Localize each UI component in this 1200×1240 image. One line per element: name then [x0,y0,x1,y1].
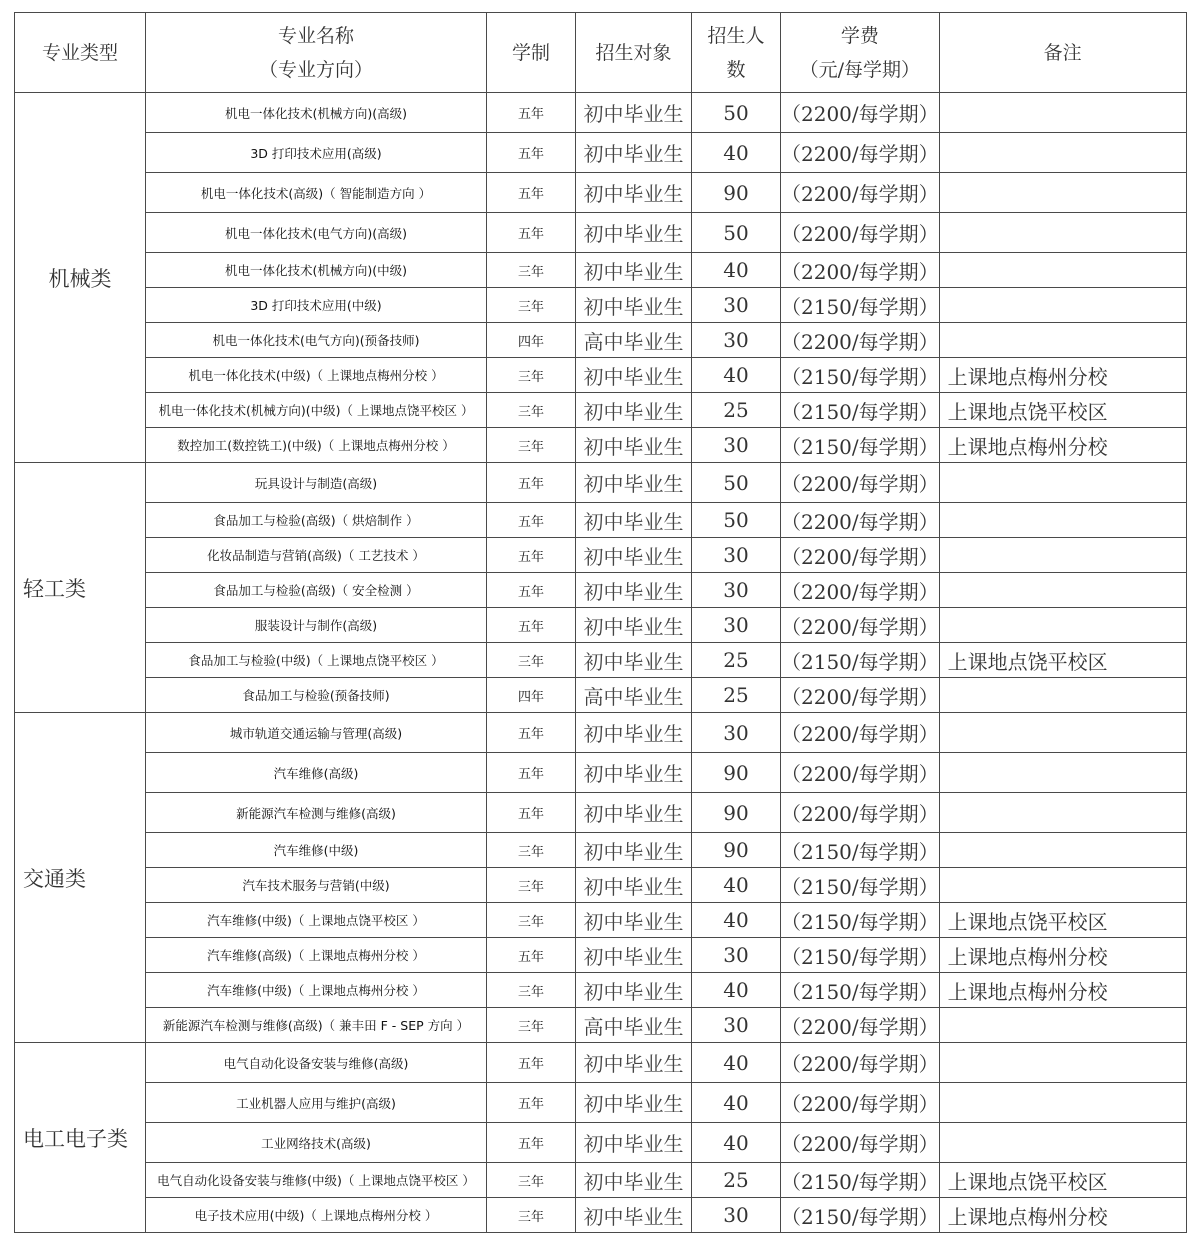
target-cell: 初中毕业生 [576,1083,692,1123]
target-cell: 初中毕业生 [576,573,692,608]
note-cell [939,1008,1186,1043]
header-type: 专业类型 [15,13,146,93]
duration-cell: 三年 [487,358,576,393]
duration-cell: 五年 [487,173,576,213]
major-name-cell: 汽车维修(高级)（ 上课地点梅州分校 ） [146,938,487,973]
target-cell: 初中毕业生 [576,288,692,323]
table-row [15,93,1187,133]
table-row [15,833,1187,868]
table-row [15,253,1187,288]
duration-cell: 三年 [487,253,576,288]
major-name-cell: 电气自动化设备安装与维修(中级)（ 上课地点饶平校区 ） [146,1163,487,1198]
target-cell: 初中毕业生 [576,428,692,463]
duration-cell: 五年 [487,938,576,973]
note-cell [939,253,1186,288]
major-name-cell: 机电一体化技术(中级)（ 上课地点梅州分校 ） [146,358,487,393]
note-cell [939,538,1186,573]
table-row [15,1123,1187,1163]
duration-cell: 三年 [487,1198,576,1233]
fee-cell: （2200/每学期） [781,573,940,608]
major-name-cell: 机电一体化技术(电气方向)(预备技师) [146,323,487,358]
target-cell: 初中毕业生 [576,358,692,393]
quota-cell: 40 [692,1043,781,1083]
quota-cell: 30 [692,428,781,463]
table-row [15,358,1187,393]
target-cell: 初中毕业生 [576,1163,692,1198]
duration-cell: 五年 [487,93,576,133]
note-cell: 上课地点饶平校区 [939,393,1186,428]
note-cell: 上课地点梅州分校 [939,428,1186,463]
table-row [15,133,1187,173]
note-cell: 上课地点梅州分校 [939,973,1186,1008]
quota-cell: 90 [692,753,781,793]
table-row [15,793,1187,833]
header-duration: 学制 [487,13,576,93]
note-cell [939,678,1186,713]
fee-cell: （2200/每学期） [781,253,940,288]
table-row [15,503,1187,538]
quota-cell: 30 [692,1198,781,1233]
note-cell [939,323,1186,358]
note-cell [939,608,1186,643]
major-name-cell: 3D 打印技术应用(中级) [146,288,487,323]
fee-cell: （2200/每学期） [781,1043,940,1083]
target-cell: 初中毕业生 [576,643,692,678]
table-row [15,608,1187,643]
duration-cell: 四年 [487,678,576,713]
fee-cell: （2150/每学期） [781,1198,940,1233]
duration-cell: 五年 [487,538,576,573]
duration-cell: 五年 [487,213,576,253]
table-row [15,213,1187,253]
major-name-cell: 3D 打印技术应用(高级) [146,133,487,173]
category-cell [15,93,146,463]
major-name-cell: 玩具设计与制造(高级) [146,463,487,503]
category-cell [15,463,146,713]
fee-cell: （2150/每学期） [781,973,940,1008]
note-cell [939,793,1186,833]
quota-cell: 30 [692,938,781,973]
major-name-cell: 汽车维修(高级) [146,753,487,793]
major-name-cell: 机电一体化技术(机械方向)(高级) [146,93,487,133]
quota-cell: 40 [692,973,781,1008]
fee-cell: （2200/每学期） [781,1123,940,1163]
fee-cell: （2200/每学期） [781,753,940,793]
table-row [15,973,1187,1008]
target-cell: 高中毕业生 [576,323,692,358]
note-cell [939,463,1186,503]
major-name-cell: 新能源汽车检测与维修(高级)（ 兼丰田 F - SEP 方向 ） [146,1008,487,1043]
major-name-cell: 汽车技术服务与营销(中级) [146,868,487,903]
table-row [15,753,1187,793]
target-cell: 初中毕业生 [576,833,692,868]
fee-cell: （2150/每学期） [781,903,940,938]
fee-cell: （2200/每学期） [781,678,940,713]
major-name-cell: 工业网络技术(高级) [146,1123,487,1163]
table-row [15,573,1187,608]
major-name-cell: 机电一体化技术(机械方向)(中级) [146,253,487,288]
fee-cell: （2200/每学期） [781,713,940,753]
category-cell [15,1043,146,1233]
table-row [15,1008,1187,1043]
major-name-cell: 化妆品制造与营销(高级)（ 工艺技术 ） [146,538,487,573]
target-cell: 初中毕业生 [576,793,692,833]
quota-cell: 40 [692,358,781,393]
major-name-cell: 汽车维修(中级)（ 上课地点饶平校区 ） [146,903,487,938]
target-cell: 初中毕业生 [576,133,692,173]
major-name-cell: 电气自动化设备安装与维修(高级) [146,1043,487,1083]
target-cell: 初中毕业生 [576,903,692,938]
category-label: 机械类 [48,266,112,291]
quota-cell: 30 [692,608,781,643]
fee-cell: （2150/每学期） [781,428,940,463]
table-body [15,93,1187,1233]
quota-cell: 30 [692,713,781,753]
enrollment-table [14,12,1187,1233]
duration-cell: 五年 [487,1083,576,1123]
quota-cell: 50 [692,213,781,253]
quota-cell: 25 [692,1163,781,1198]
major-name-cell: 汽车维修(中级)（ 上课地点梅州分校 ） [146,973,487,1008]
target-cell: 初中毕业生 [576,753,692,793]
target-cell: 初中毕业生 [576,538,692,573]
note-cell [939,503,1186,538]
fee-cell: （2200/每学期） [781,793,940,833]
target-cell: 初中毕业生 [576,973,692,1008]
major-name-cell: 服装设计与制作(高级) [146,608,487,643]
category-cell [15,713,146,1043]
duration-cell: 三年 [487,393,576,428]
duration-cell: 五年 [487,753,576,793]
quota-cell: 40 [692,1123,781,1163]
duration-cell: 五年 [487,1043,576,1083]
target-cell: 初中毕业生 [576,393,692,428]
table-row [15,463,1187,503]
note-cell: 上课地点梅州分校 [939,1198,1186,1233]
quota-cell: 40 [692,133,781,173]
duration-cell: 三年 [487,1163,576,1198]
duration-cell: 五年 [487,573,576,608]
note-cell: 上课地点饶平校区 [939,643,1186,678]
duration-cell: 三年 [487,973,576,1008]
note-cell [939,1083,1186,1123]
table-row [15,868,1187,903]
table-row [15,1083,1187,1123]
target-cell: 初中毕业生 [576,463,692,503]
table-row [15,1198,1187,1233]
fee-cell: （2200/每学期） [781,173,940,213]
duration-cell: 三年 [487,643,576,678]
quota-cell: 50 [692,93,781,133]
header-quota-line1: 招生人 [707,24,765,47]
duration-cell: 三年 [487,868,576,903]
note-cell [939,213,1186,253]
target-cell: 初中毕业生 [576,503,692,538]
quota-cell: 30 [692,573,781,608]
note-cell: 上课地点饶平校区 [939,903,1186,938]
category-label: 轻工类 [23,576,86,601]
note-cell [939,1043,1186,1083]
note-cell [939,753,1186,793]
quota-cell: 30 [692,538,781,573]
note-cell [939,868,1186,903]
note-cell [939,1123,1186,1163]
major-name-cell: 数控加工(数控铣工)(中级)（ 上课地点梅州分校 ） [146,428,487,463]
table-row [15,428,1187,463]
fee-cell: （2200/每学期） [781,608,940,643]
duration-cell: 五年 [487,463,576,503]
quota-cell: 30 [692,288,781,323]
target-cell: 初中毕业生 [576,93,692,133]
header-row [15,13,1187,93]
target-cell: 初中毕业生 [576,253,692,288]
table-row [15,1163,1187,1198]
fee-cell: （2150/每学期） [781,358,940,393]
major-name-cell: 食品加工与检验(高级)（ 安全检测 ） [146,573,487,608]
table-row [15,323,1187,358]
major-name-cell: 机电一体化技术(机械方向)(中级)（ 上课地点饶平校区 ） [146,393,487,428]
note-cell [939,573,1186,608]
quota-cell: 25 [692,643,781,678]
fee-cell: （2200/每学期） [781,463,940,503]
quota-cell: 90 [692,833,781,868]
fee-cell: （2150/每学期） [781,833,940,868]
note-cell [939,288,1186,323]
table-row [15,903,1187,938]
fee-cell: （2200/每学期） [781,1083,940,1123]
fee-cell: （2150/每学期） [781,868,940,903]
duration-cell: 五年 [487,608,576,643]
table-row [15,538,1187,573]
major-name-cell: 食品加工与检验(预备技师) [146,678,487,713]
major-name-cell: 机电一体化技术(高级)（ 智能制造方向 ） [146,173,487,213]
table-row [15,173,1187,213]
major-name-cell: 工业机器人应用与维护(高级) [146,1083,487,1123]
target-cell: 高中毕业生 [576,1008,692,1043]
target-cell: 初中毕业生 [576,608,692,643]
fee-cell: （2200/每学期） [781,93,940,133]
fee-cell: （2200/每学期） [781,213,940,253]
duration-cell: 三年 [487,903,576,938]
fee-cell: （2200/每学期） [781,133,940,173]
header-quota [692,13,781,93]
duration-cell: 五年 [487,503,576,538]
target-cell: 初中毕业生 [576,713,692,753]
header-name [146,13,487,93]
quota-cell: 25 [692,393,781,428]
header-fee-line2: （元/每学期） [799,58,921,81]
table-row [15,393,1187,428]
major-name-cell: 城市轨道交通运输与管理(高级) [146,713,487,753]
fee-cell: （2200/每学期） [781,323,940,358]
note-cell: 上课地点梅州分校 [939,938,1186,973]
major-name-cell: 汽车维修(中级) [146,833,487,868]
major-name-cell: 食品加工与检验(中级)（ 上课地点饶平校区 ） [146,643,487,678]
duration-cell: 五年 [487,1123,576,1163]
note-cell [939,713,1186,753]
duration-cell: 三年 [487,288,576,323]
duration-cell: 三年 [487,833,576,868]
fee-cell: （2150/每学期） [781,288,940,323]
quota-cell: 40 [692,1083,781,1123]
quota-cell: 40 [692,868,781,903]
quota-cell: 50 [692,463,781,503]
target-cell: 初中毕业生 [576,1123,692,1163]
table-row [15,713,1187,753]
major-name-cell: 新能源汽车检测与维修(高级) [146,793,487,833]
target-cell: 初中毕业生 [576,213,692,253]
note-cell [939,833,1186,868]
duration-cell: 五年 [487,713,576,753]
major-name-cell: 机电一体化技术(电气方向)(高级) [146,213,487,253]
table-row [15,1043,1187,1083]
duration-cell: 三年 [487,428,576,463]
major-name-cell: 电子技术应用(中级)（ 上课地点梅州分校 ） [146,1198,487,1233]
quota-cell: 50 [692,503,781,538]
table-row [15,938,1187,973]
quota-cell: 40 [692,253,781,288]
fee-cell: （2150/每学期） [781,938,940,973]
target-cell: 初中毕业生 [576,938,692,973]
quota-cell: 30 [692,1008,781,1043]
fee-cell: （2200/每学期） [781,503,940,538]
table-row [15,678,1187,713]
target-cell: 初中毕业生 [576,173,692,213]
note-cell: 上课地点梅州分校 [939,358,1186,393]
header-name-line1: 专业名称 [277,24,354,47]
quota-cell: 40 [692,903,781,938]
target-cell: 初中毕业生 [576,1043,692,1083]
duration-cell: 五年 [487,133,576,173]
header-fee [781,13,940,93]
fee-cell: （2200/每学期） [781,1008,940,1043]
note-cell [939,173,1186,213]
header-name-line2: （专业方向） [258,58,373,81]
quota-cell: 90 [692,793,781,833]
header-quota-line2: 数 [726,58,746,81]
note-cell [939,93,1186,133]
quota-cell: 30 [692,323,781,358]
table-row [15,643,1187,678]
note-cell [939,133,1186,173]
category-label: 电工电子类 [23,1126,128,1151]
target-cell: 初中毕业生 [576,1198,692,1233]
header-note: 备注 [939,13,1186,93]
note-cell: 上课地点饶平校区 [939,1163,1186,1198]
duration-cell: 四年 [487,323,576,358]
major-name-cell: 食品加工与检验(高级)（ 烘焙制作 ） [146,503,487,538]
quota-cell: 25 [692,678,781,713]
target-cell: 初中毕业生 [576,868,692,903]
duration-cell: 三年 [487,1008,576,1043]
header-target: 招生对象 [576,13,692,93]
fee-cell: （2200/每学期） [781,538,940,573]
table-row [15,288,1187,323]
duration-cell: 五年 [487,793,576,833]
target-cell: 高中毕业生 [576,678,692,713]
fee-cell: （2150/每学期） [781,643,940,678]
fee-cell: （2150/每学期） [781,393,940,428]
category-label: 交通类 [23,866,86,891]
fee-cell: （2150/每学期） [781,1163,940,1198]
quota-cell: 90 [692,173,781,213]
header-fee-line1: 学费 [840,24,879,47]
